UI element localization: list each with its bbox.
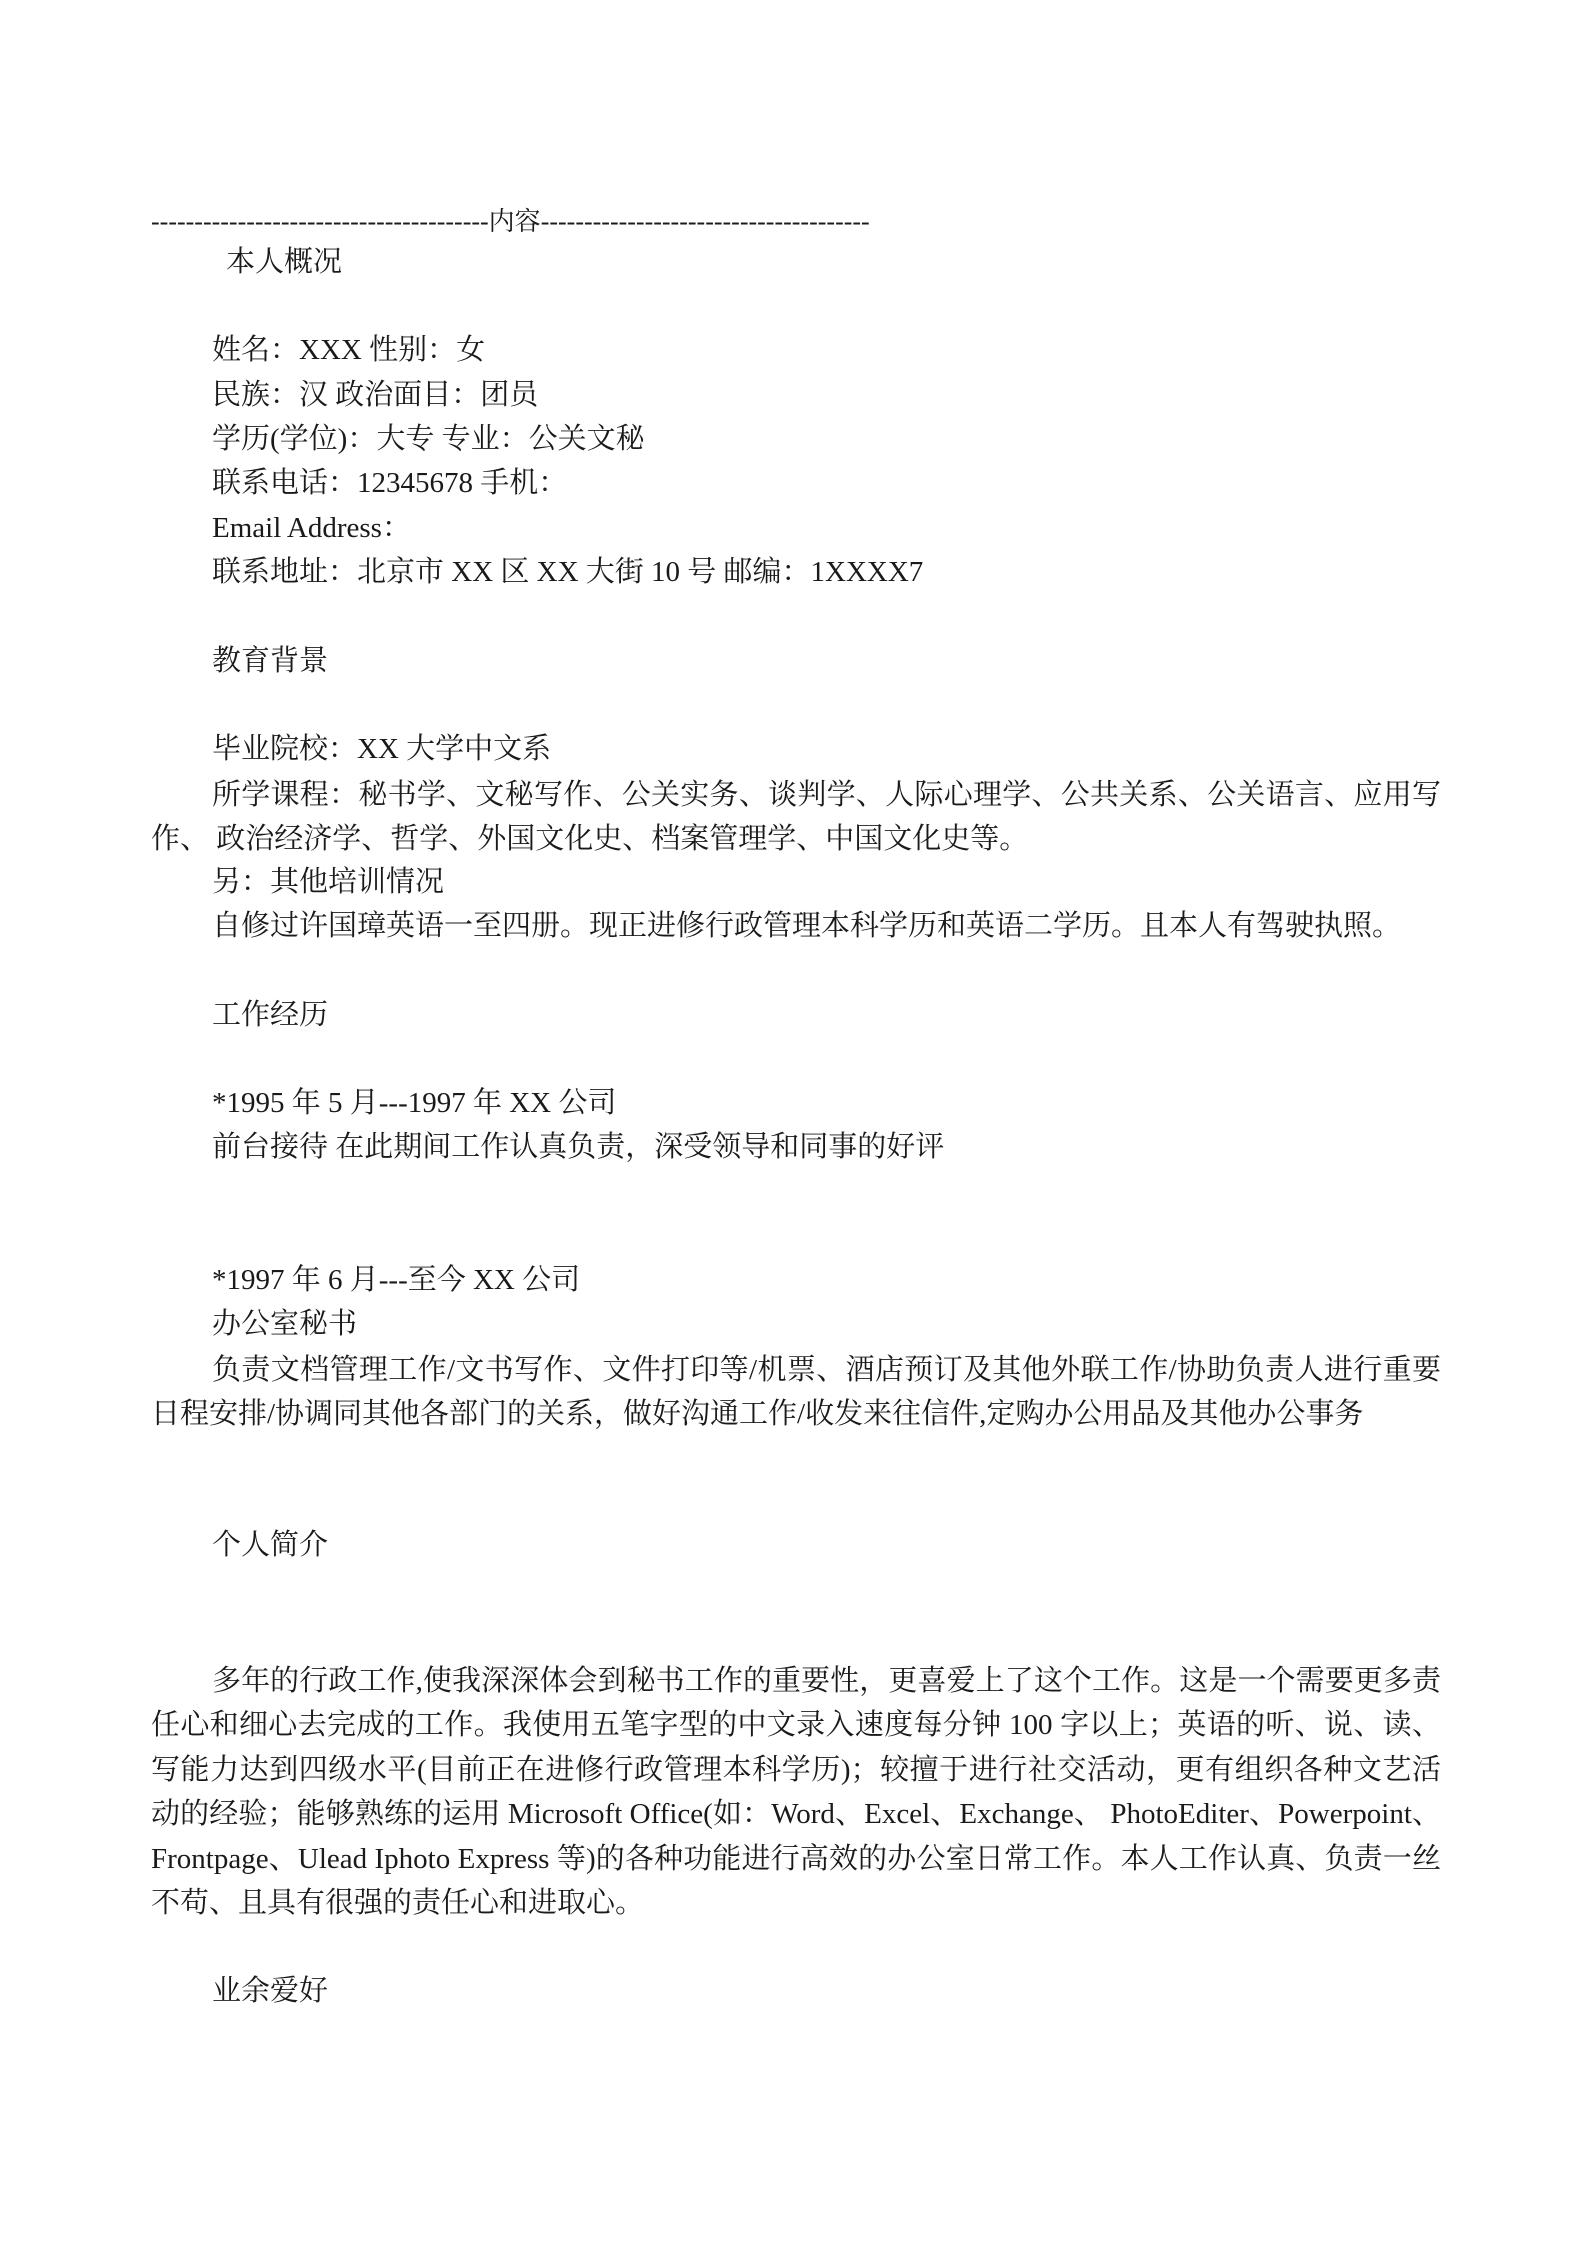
content-divider [151, 204, 991, 240]
education-heading: 教育背景 [212, 645, 329, 677]
school-line: 毕业院校：XX 大学中文系 [212, 733, 552, 765]
divider-title: 内容 [488, 207, 541, 236]
job2-duties: 负责文档管理工作/文书写作、文件打印等/机票、酒店预订及其他外联工作/协助负责人进行重要日程安排/协调同其他各部门的关系，做好沟通工作/收发来往信件,定购办公用品及其他办公事务 [151, 1354, 1441, 1431]
overview-heading: 本人概况 [226, 246, 343, 278]
name-gender-line: 姓名：XXX 性别：女 [212, 334, 486, 366]
hobbies-heading: 业余爱好 [212, 1975, 329, 2007]
email-line: Email Address： [212, 512, 411, 544]
other-training-line: 另：其他培训情况 [212, 866, 445, 898]
job1-description: 前台接待 在此期间工作认真负责，深受领导和同事的好评 [212, 1131, 945, 1163]
divider-right-dashes: -------------------------------------- [540, 207, 870, 236]
job2-period: *1997 年 6 月---至今 XX 公司 [212, 1264, 581, 1296]
courses-paragraph: 所学课程：秘书学、文秘写作、公关实务、谈判学、人际心理学、公共关系、公关语言、应用写作、 政治经济学、哲学、外国文化史、档案管理学、中国文化史等。 [151, 779, 1441, 856]
address-line: 联系地址：北京市 XX 区 XX 大街 10 号 邮编：1XXXX7 [212, 556, 924, 588]
profile-heading: 个人简介 [212, 1529, 329, 1561]
profile-text: 多年的行政工作,使我深深体会到秘书工作的重要性，更喜爱上了这个工作。这是一个需要更多责任心和细心去完成的工作。我使用五笔字型的中文录入速度每分钟 100 字以上；英语的听、说、读、写能力达到四级水平(目前正在进修行政管理本科学历)；较擅于进行社交活动，更有组织各种文艺活动的经验；能够熟练的运用 Microsoft Office(如：Word、Excel、Exchange、 PhotoEditer、Powerpoint、Frontpage、Ulead Iphoto Express 等)的各种功能进行高效的办公室日常工作。本人工作认真、负责一丝不苟、且具有很强的责任心和进取心。 [151, 1665, 1441, 1920]
self-study-line: 自修过许国璋英语一至四册。现正进修行政管理本科学历和英语二学历。且本人有驾驶执照。 [212, 910, 1402, 942]
phone-line: 联系电话：12345678 手机： [212, 467, 568, 499]
work-heading: 工作经历 [212, 999, 329, 1031]
job1-period: *1995 年 5 月---1997 年 XX 公司 [212, 1087, 617, 1119]
job2-title: 办公室秘书 [212, 1308, 358, 1340]
divider-left-dashes: --------------------------------------- [151, 207, 489, 236]
ethnic-politics-line: 民族：汉 政治面目：团员 [212, 379, 539, 411]
education-major-line: 学历(学位)：大专 专业：公关文秘 [212, 423, 645, 455]
